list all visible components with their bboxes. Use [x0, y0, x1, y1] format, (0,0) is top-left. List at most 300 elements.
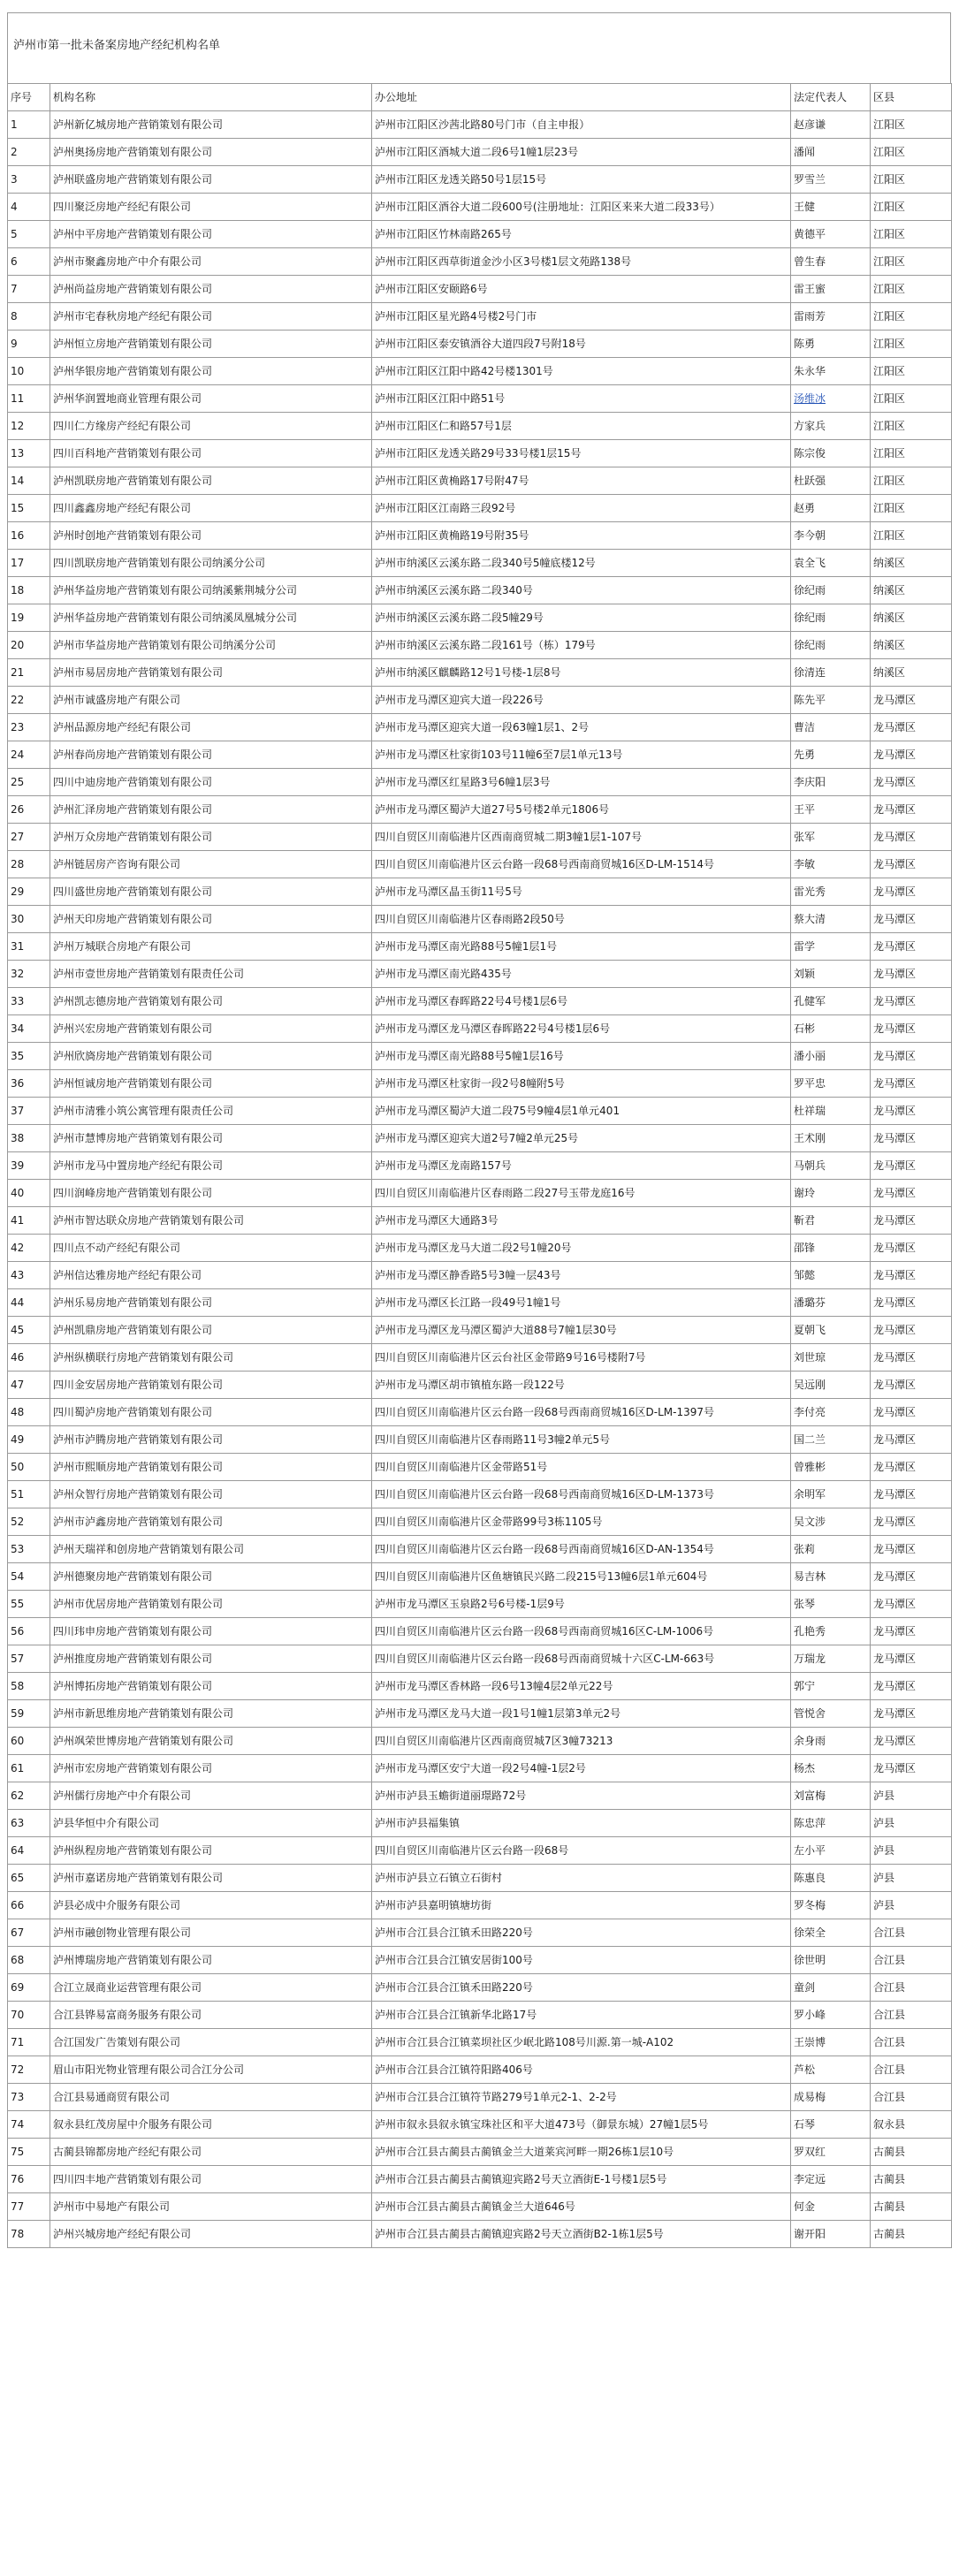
cell-representative: 杨杰 — [791, 1755, 871, 1782]
table-row — [8, 194, 952, 221]
cell-no: 22 — [8, 687, 50, 714]
cell-no: 30 — [8, 906, 50, 933]
cell-address: 泸州市龙马潭区龙南路157号 — [372, 1152, 791, 1180]
table-row — [8, 1454, 952, 1481]
cell-representative: 杜祥瑞 — [791, 1098, 871, 1125]
cell-district: 龙马潭区 — [871, 1755, 952, 1782]
cell-representative: 吴文涉 — [791, 1508, 871, 1536]
cell-representative: 雷学 — [791, 933, 871, 961]
cell-district: 江阳区 — [871, 440, 952, 467]
cell-no: 31 — [8, 933, 50, 961]
table-row — [8, 413, 952, 440]
cell-name: 泸州市清雅小筑公寓管理有限责任公司 — [50, 1098, 372, 1125]
cell-address: 泸州市龙马潭区南光路88号5幢1层1号 — [372, 933, 791, 961]
cell-address: 泸州市合江县古蔺县古蔺镇迎宾路2号天立酒街E-1号楼1层5号 — [372, 2166, 791, 2193]
cell-representative: 徐世明 — [791, 1947, 871, 1974]
cell-address: 泸州市合江县合江镇新华北路17号 — [372, 2002, 791, 2029]
cell-name: 泸州市融创物业管理有限公司 — [50, 1919, 372, 1947]
cell-district: 龙马潭区 — [871, 796, 952, 824]
table-row — [8, 248, 952, 276]
cell-address: 泸州市龙马潭区长江路一段49号1幢1号 — [372, 1289, 791, 1317]
cell-representative: 谢开阳 — [791, 2221, 871, 2248]
cell-district: 龙马潭区 — [871, 1426, 952, 1454]
cell-representative: 雷雨芳 — [791, 303, 871, 331]
cell-no: 20 — [8, 632, 50, 659]
cell-no: 6 — [8, 248, 50, 276]
cell-representative: 方家兵 — [791, 413, 871, 440]
cell-no: 60 — [8, 1728, 50, 1755]
cell-district: 龙马潭区 — [871, 1125, 952, 1152]
cell-district: 龙马潭区 — [871, 1481, 952, 1508]
cell-district: 龙马潭区 — [871, 1235, 952, 1262]
cell-name: 泸州联盛房地产营销策划有限公司 — [50, 166, 372, 194]
cell-name: 泸州欣旖房地产营销策划有限公司 — [50, 1043, 372, 1070]
cell-address: 泸州市龙马潭区胡市镇植东路一段122号 — [372, 1372, 791, 1399]
cell-no: 74 — [8, 2111, 50, 2139]
cell-representative: 潘璐芬 — [791, 1289, 871, 1317]
cell-name: 泸州推度房地产营销策划有限公司 — [50, 1645, 372, 1673]
cell-name: 泸州品源房地产经纪有限公司 — [50, 714, 372, 741]
cell-district: 龙马潭区 — [871, 1070, 952, 1098]
table-row — [8, 714, 952, 741]
cell-representative: 左小平 — [791, 1837, 871, 1865]
cell-no: 10 — [8, 358, 50, 385]
cell-no: 19 — [8, 604, 50, 632]
cell-district: 龙马潭区 — [871, 824, 952, 851]
cell-district: 江阳区 — [871, 276, 952, 303]
table-row — [8, 796, 952, 824]
cell-representative: 先勇 — [791, 741, 871, 769]
table-row — [8, 358, 952, 385]
cell-name: 泸州恒诚房地产营销策划有限公司 — [50, 1070, 372, 1098]
table-row — [8, 1536, 952, 1563]
table-row — [8, 221, 952, 248]
cell-no: 75 — [8, 2139, 50, 2166]
table-row — [8, 604, 952, 632]
cell-no: 33 — [8, 988, 50, 1015]
cell-address: 泸州市纳溪区麒麟路12号1号楼-1层8号 — [372, 659, 791, 687]
cell-representative: 张军 — [791, 824, 871, 851]
cell-no: 59 — [8, 1700, 50, 1728]
cell-name: 泸州华益房地产营销策划有限公司纳溪凤凰城分公司 — [50, 604, 372, 632]
cell-address: 泸州市江阳区沙茜北路80号门市（自主申报） — [372, 111, 791, 139]
table-row — [8, 550, 952, 577]
table-row — [8, 276, 952, 303]
table-row — [8, 331, 952, 358]
cell-address: 泸州市龙马潭区南光路435号 — [372, 961, 791, 988]
cell-address: 泸州市合江县古蔺县古蔺镇金兰大道莱宾河畔一期26栋1层10号 — [372, 2139, 791, 2166]
cell-address: 泸州市纳溪区云溪东路二段5幢29号 — [372, 604, 791, 632]
cell-district: 纳溪区 — [871, 659, 952, 687]
table-row — [8, 1700, 952, 1728]
table-row — [8, 824, 952, 851]
header-name: 机构名称 — [50, 84, 372, 111]
table-row — [8, 1591, 952, 1618]
cell-no: 16 — [8, 522, 50, 550]
cell-no: 55 — [8, 1591, 50, 1618]
cell-no: 47 — [8, 1372, 50, 1399]
cell-representative: 李定远 — [791, 2166, 871, 2193]
cell-no: 23 — [8, 714, 50, 741]
cell-address: 泸州市龙马潭区蜀泸大道27号5号楼2单元1806号 — [372, 796, 791, 824]
cell-address: 泸州市江阳区竹林南路265号 — [372, 221, 791, 248]
cell-district: 龙马潭区 — [871, 1454, 952, 1481]
cell-name: 四川聚泛房地产经纪有限公司 — [50, 194, 372, 221]
cell-address: 泸州市龙马潭区红星路3号6幢1层3号 — [372, 769, 791, 796]
cell-address: 泸州市合江县合江镇禾田路220号 — [372, 1974, 791, 2002]
cell-address: 泸州市泸县福集镇 — [372, 1810, 791, 1837]
cell-representative: 李今朝 — [791, 522, 871, 550]
table-row — [8, 1865, 952, 1892]
cell-district: 合江县 — [871, 1974, 952, 2002]
cell-name: 泸州万城联合房地产有限公司 — [50, 933, 372, 961]
cell-district: 江阳区 — [871, 522, 952, 550]
cell-representative: 徐纪雨 — [791, 577, 871, 604]
cell-district: 龙马潭区 — [871, 1152, 952, 1180]
table-row — [8, 1426, 952, 1454]
cell-district: 泸县 — [871, 1892, 952, 1919]
cell-name: 合江县易通商贸有限公司 — [50, 2084, 372, 2111]
cell-name: 泸州兴城房地产经纪有限公司 — [50, 2221, 372, 2248]
cell-no: 36 — [8, 1070, 50, 1098]
cell-no: 4 — [8, 194, 50, 221]
cell-name: 泸州市诚盛房地产有限公司 — [50, 687, 372, 714]
table-row — [8, 1180, 952, 1207]
cell-no: 73 — [8, 2084, 50, 2111]
cell-name: 泸州市宏房地产营销策划有限公司 — [50, 1755, 372, 1782]
cell-name: 泸州市壹世房地产营销策划有限责任公司 — [50, 961, 372, 988]
cell-representative: 吴远刚 — [791, 1372, 871, 1399]
cell-name: 泸州华益房地产营销策划有限公司纳溪紫荆城分公司 — [50, 577, 372, 604]
cell-name: 泸州凯鼎房地产营销策划有限公司 — [50, 1317, 372, 1344]
cell-address: 四川自贸区川南临港片区鱼塘镇民兴路二段215号13幢6层1单元604号 — [372, 1563, 791, 1591]
cell-representative: 潘小丽 — [791, 1043, 871, 1070]
cell-name: 泸州新亿城房地产营销策划有限公司 — [50, 111, 372, 139]
table-row — [8, 1399, 952, 1426]
table-row — [8, 1645, 952, 1673]
cell-address: 泸州市纳溪区云溪东路二段340号5幢底楼12号 — [372, 550, 791, 577]
cell-district: 纳溪区 — [871, 577, 952, 604]
cell-no: 69 — [8, 1974, 50, 2002]
cell-district: 纳溪区 — [871, 632, 952, 659]
cell-no: 40 — [8, 1180, 50, 1207]
cell-name: 泸州市嘉诺房地产营销策划有限公司 — [50, 1865, 372, 1892]
table-row — [8, 1125, 952, 1152]
cell-district: 古蔺县 — [871, 2193, 952, 2221]
cell-address: 泸州市江阳区黄桷路17号附47号 — [372, 467, 791, 495]
cell-no: 50 — [8, 1454, 50, 1481]
cell-representative: 孔艳秀 — [791, 1618, 871, 1645]
table-row — [8, 1947, 952, 1974]
cell-address: 泸州市龙马潭区龙马大道二段2号1幢20号 — [372, 1235, 791, 1262]
table-row — [8, 1782, 952, 1810]
cell-name: 泸州时创地产营销策划有限公司 — [50, 522, 372, 550]
cell-no: 58 — [8, 1673, 50, 1700]
table-row — [8, 495, 952, 522]
cell-representative: 黄德平 — [791, 221, 871, 248]
cell-representative: 陈勇 — [791, 331, 871, 358]
cell-district: 合江县 — [871, 2084, 952, 2111]
cell-district: 合江县 — [871, 2056, 952, 2084]
cell-district: 龙马潭区 — [871, 988, 952, 1015]
table-row — [8, 851, 952, 878]
cell-district: 龙马潭区 — [871, 1317, 952, 1344]
cell-no: 54 — [8, 1563, 50, 1591]
table-row — [8, 1098, 952, 1125]
cell-no: 9 — [8, 331, 50, 358]
cell-name: 四川金安居房地产营销策划有限公司 — [50, 1372, 372, 1399]
cell-no: 51 — [8, 1481, 50, 1508]
cell-no: 24 — [8, 741, 50, 769]
cell-address: 泸州市泸县立石镇立石街村 — [372, 1865, 791, 1892]
cell-name: 四川仁方缘房产经纪有限公司 — [50, 413, 372, 440]
cell-district: 江阳区 — [871, 413, 952, 440]
table-row — [8, 1755, 952, 1782]
cell-district: 龙马潭区 — [871, 906, 952, 933]
cell-name: 泸州华银房地产营销策划有限公司 — [50, 358, 372, 385]
cell-district: 纳溪区 — [871, 550, 952, 577]
cell-address: 泸州市泸县玉蟾街道丽璟路72号 — [372, 1782, 791, 1810]
cell-district: 龙马潭区 — [871, 961, 952, 988]
cell-no: 15 — [8, 495, 50, 522]
cell-district: 龙马潭区 — [871, 1536, 952, 1563]
cell-no: 71 — [8, 2029, 50, 2056]
table-row — [8, 467, 952, 495]
cell-district: 江阳区 — [871, 385, 952, 413]
cell-no: 25 — [8, 769, 50, 796]
cell-address: 泸州市江阳区龙透关路50号1层15号 — [372, 166, 791, 194]
cell-name: 泸州纵横联行房地产营销策划有限公司 — [50, 1344, 372, 1372]
table-row — [8, 878, 952, 906]
sheet-title: 泸州市第一批未备案房地产经纪机构名单 — [7, 12, 951, 83]
cell-representative: 刘富梅 — [791, 1782, 871, 1810]
spreadsheet — [7, 12, 951, 2248]
cell-address: 四川自贸区川南临港片区云台路一段68号西南商贸城16区C-LM-1006号 — [372, 1618, 791, 1645]
cell-representative: 国二兰 — [791, 1426, 871, 1454]
table-row — [8, 1070, 952, 1098]
cell-representative: 谢玲 — [791, 1180, 871, 1207]
table-row — [8, 906, 952, 933]
cell-representative: 万瑞龙 — [791, 1645, 871, 1673]
cell-representative: 赵勇 — [791, 495, 871, 522]
cell-no: 62 — [8, 1782, 50, 1810]
cell-address: 四川自贸区川南临港片区西南商贸城7区3幢73213 — [372, 1728, 791, 1755]
table-row — [8, 1508, 952, 1536]
table-row — [8, 522, 952, 550]
cell-district: 江阳区 — [871, 303, 952, 331]
header-district: 区县 — [871, 84, 952, 111]
cell-name: 泸州乐易房地产营销策划有限公司 — [50, 1289, 372, 1317]
cell-representative: 罗雪兰 — [791, 166, 871, 194]
cell-name: 泸州市优居房地产营销策划有限公司 — [50, 1591, 372, 1618]
cell-representative: 曾雅彬 — [791, 1454, 871, 1481]
cell-name: 泸州华润置地商业管理有限公司 — [50, 385, 372, 413]
cell-no: 45 — [8, 1317, 50, 1344]
cell-representative: 刘世琼 — [791, 1344, 871, 1372]
cell-representative: 罗小峰 — [791, 2002, 871, 2029]
cell-district: 江阳区 — [871, 139, 952, 166]
cell-district: 合江县 — [871, 2002, 952, 2029]
cell-representative: 杜跃强 — [791, 467, 871, 495]
cell-representative: 余身雨 — [791, 1728, 871, 1755]
cell-no: 8 — [8, 303, 50, 331]
cell-district: 古蔺县 — [871, 2166, 952, 2193]
table-row — [8, 687, 952, 714]
cell-representative: 朱永华 — [791, 358, 871, 385]
cell-address: 泸州市泸县嘉明镇塘坊街 — [372, 1892, 791, 1919]
cell-address: 泸州市合江县古蔺县古蔺镇迎宾路2号天立酒街B2-1栋1层5号 — [372, 2221, 791, 2248]
cell-name: 四川玮申房地产营销策划有限公司 — [50, 1618, 372, 1645]
cell-address: 泸州市龙马潭区静香路5号3幢一层43号 — [372, 1262, 791, 1289]
cell-address: 泸州市叙永县叙永镇宝珠社区和平大道473号（御景东城）27幢1层5号 — [372, 2111, 791, 2139]
header-no: 序号 — [8, 84, 50, 111]
cell-no: 21 — [8, 659, 50, 687]
cell-name: 泸州凯志德房地产营销策划有限公司 — [50, 988, 372, 1015]
cell-representative: 马朝兵 — [791, 1152, 871, 1180]
cell-representative: 石彬 — [791, 1015, 871, 1043]
cell-address: 泸州市合江县合江镇符阳路406号 — [372, 2056, 791, 2084]
cell-district: 龙马潭区 — [871, 1344, 952, 1372]
cell-district: 龙马潭区 — [871, 1043, 952, 1070]
cell-name: 四川盛世房地产营销策划有限公司 — [50, 878, 372, 906]
table-row — [8, 2056, 952, 2084]
cell-address: 四川自贸区川南临港片区云台路一段68号 — [372, 1837, 791, 1865]
cell-no: 53 — [8, 1536, 50, 1563]
table-row — [8, 933, 952, 961]
cell-representative: 邵锋 — [791, 1235, 871, 1262]
agency-table — [7, 83, 952, 2248]
table-row — [8, 139, 952, 166]
cell-representative[interactable]: 汤维冰 — [791, 385, 871, 413]
cell-name: 泸州尚益房地产营销策划有限公司 — [50, 276, 372, 303]
cell-address: 泸州市龙马潭区香林路一段6号13幢4层2单元22号 — [372, 1673, 791, 1700]
cell-representative: 石琴 — [791, 2111, 871, 2139]
cell-no: 35 — [8, 1043, 50, 1070]
table-row — [8, 988, 952, 1015]
cell-name: 四川四丰地产营销策划有限公司 — [50, 2166, 372, 2193]
cell-representative: 张莉 — [791, 1536, 871, 1563]
table-row — [8, 741, 952, 769]
cell-representative: 管悦舍 — [791, 1700, 871, 1728]
table-row — [8, 2166, 952, 2193]
cell-name: 泸州信达雅房地产经纪有限公司 — [50, 1262, 372, 1289]
cell-representative: 王平 — [791, 796, 871, 824]
cell-representative: 李敏 — [791, 851, 871, 878]
cell-no: 3 — [8, 166, 50, 194]
cell-representative: 徐纪雨 — [791, 604, 871, 632]
cell-representative: 成易梅 — [791, 2084, 871, 2111]
cell-representative: 徐荣全 — [791, 1919, 871, 1947]
cell-district: 纳溪区 — [871, 604, 952, 632]
cell-address: 泸州市合江县合江镇安居街100号 — [372, 1947, 791, 1974]
cell-district: 古蔺县 — [871, 2139, 952, 2166]
cell-no: 12 — [8, 413, 50, 440]
cell-address: 泸州市江阳区泰安镇酒谷大道四段7号附18号 — [372, 331, 791, 358]
cell-address: 泸州市龙马潭区迎宾大道一段226号 — [372, 687, 791, 714]
cell-representative: 王崇博 — [791, 2029, 871, 2056]
cell-representative: 曹洁 — [791, 714, 871, 741]
cell-address: 泸州市纳溪区云溪东路二段340号 — [372, 577, 791, 604]
cell-district: 江阳区 — [871, 221, 952, 248]
table-row — [8, 2029, 952, 2056]
cell-address: 泸州市江阳区仁和路57号1层 — [372, 413, 791, 440]
cell-address: 泸州市江阳区江南路三段92号 — [372, 495, 791, 522]
cell-name: 泸州链居房产咨询有限公司 — [50, 851, 372, 878]
cell-name: 泸州天瑞祥和创房地产营销策划有限公司 — [50, 1536, 372, 1563]
cell-name: 泸州市中易地产有限公司 — [50, 2193, 372, 2221]
cell-no: 42 — [8, 1235, 50, 1262]
cell-address: 泸州市合江县合江镇禾田路220号 — [372, 1919, 791, 1947]
cell-representative: 刘颖 — [791, 961, 871, 988]
cell-address: 泸州市龙马潭区玉泉路2号6号楼-1层9号 — [372, 1591, 791, 1618]
table-row — [8, 961, 952, 988]
table-row — [8, 1152, 952, 1180]
table-row — [8, 440, 952, 467]
cell-district: 龙马潭区 — [871, 1645, 952, 1673]
cell-representative: 易吉林 — [791, 1563, 871, 1591]
cell-no: 49 — [8, 1426, 50, 1454]
cell-district: 泸县 — [871, 1865, 952, 1892]
cell-name: 泸州市智达联众房地产营销策划有限公司 — [50, 1207, 372, 1235]
cell-address: 泸州市江阳区江阳中路51号 — [372, 385, 791, 413]
cell-name: 四川蜀泸房地产营销策划有限公司 — [50, 1399, 372, 1426]
cell-address: 泸州市江阳区江阳中路42号楼1301号 — [372, 358, 791, 385]
cell-name: 四川中迪房地产营销策划有限公司 — [50, 769, 372, 796]
cell-district: 龙马潭区 — [871, 1673, 952, 1700]
cell-representative: 罗双红 — [791, 2139, 871, 2166]
cell-address: 四川自贸区川南临港片区云台路一段68号西南商贸城16区D-LM-1514号 — [372, 851, 791, 878]
cell-name: 泸县必成中介服务有限公司 — [50, 1892, 372, 1919]
cell-address: 泸州市龙马潭区春晖路22号4号楼1层6号 — [372, 988, 791, 1015]
cell-name: 合江立晟商业运营管理有限公司 — [50, 1974, 372, 2002]
cell-representative: 王术刚 — [791, 1125, 871, 1152]
cell-representative: 靳君 — [791, 1207, 871, 1235]
cell-address: 泸州市龙马潭区迎宾大道一段63幢1层1、2号 — [372, 714, 791, 741]
cell-district: 龙马潭区 — [871, 687, 952, 714]
cell-district: 江阳区 — [871, 248, 952, 276]
cell-name: 四川点不动产经纪有限公司 — [50, 1235, 372, 1262]
cell-no: 76 — [8, 2166, 50, 2193]
cell-address: 泸州市龙马潭区迎宾大道2号7幢2单元25号 — [372, 1125, 791, 1152]
cell-district: 江阳区 — [871, 331, 952, 358]
cell-address: 泸州市龙马潭区安宁大道一段2号4幢-1层2号 — [372, 1755, 791, 1782]
cell-representative: 蔡大清 — [791, 906, 871, 933]
cell-address: 泸州市江阳区酒谷大道二段600号(注册地址：江阳区来来大道二段33号） — [372, 194, 791, 221]
table-body — [8, 111, 952, 2248]
cell-no: 5 — [8, 221, 50, 248]
cell-no: 7 — [8, 276, 50, 303]
cell-district: 龙马潭区 — [871, 714, 952, 741]
cell-representative: 郭宁 — [791, 1673, 871, 1700]
cell-name: 四川润峰房地产营销策划有限公司 — [50, 1180, 372, 1207]
cell-address: 四川自贸区川南临港片区金带路99号3栋1105号 — [372, 1508, 791, 1536]
cell-name: 泸州市泸腾房地产营销策划有限公司 — [50, 1426, 372, 1454]
cell-address: 泸州市龙马潭区龙马潭区春晖路22号4号楼1层6号 — [372, 1015, 791, 1043]
cell-district: 龙马潭区 — [871, 1207, 952, 1235]
cell-no: 65 — [8, 1865, 50, 1892]
cell-representative: 李庆阳 — [791, 769, 871, 796]
cell-no: 29 — [8, 878, 50, 906]
table-row — [8, 1810, 952, 1837]
table-row — [8, 1673, 952, 1700]
cell-district: 龙马潭区 — [871, 1098, 952, 1125]
table-row — [8, 1207, 952, 1235]
cell-representative: 孔健军 — [791, 988, 871, 1015]
table-row — [8, 2111, 952, 2139]
cell-district: 龙马潭区 — [871, 1289, 952, 1317]
cell-name: 泸州博拓房地产营销策划有限公司 — [50, 1673, 372, 1700]
cell-district: 泸县 — [871, 1837, 952, 1865]
